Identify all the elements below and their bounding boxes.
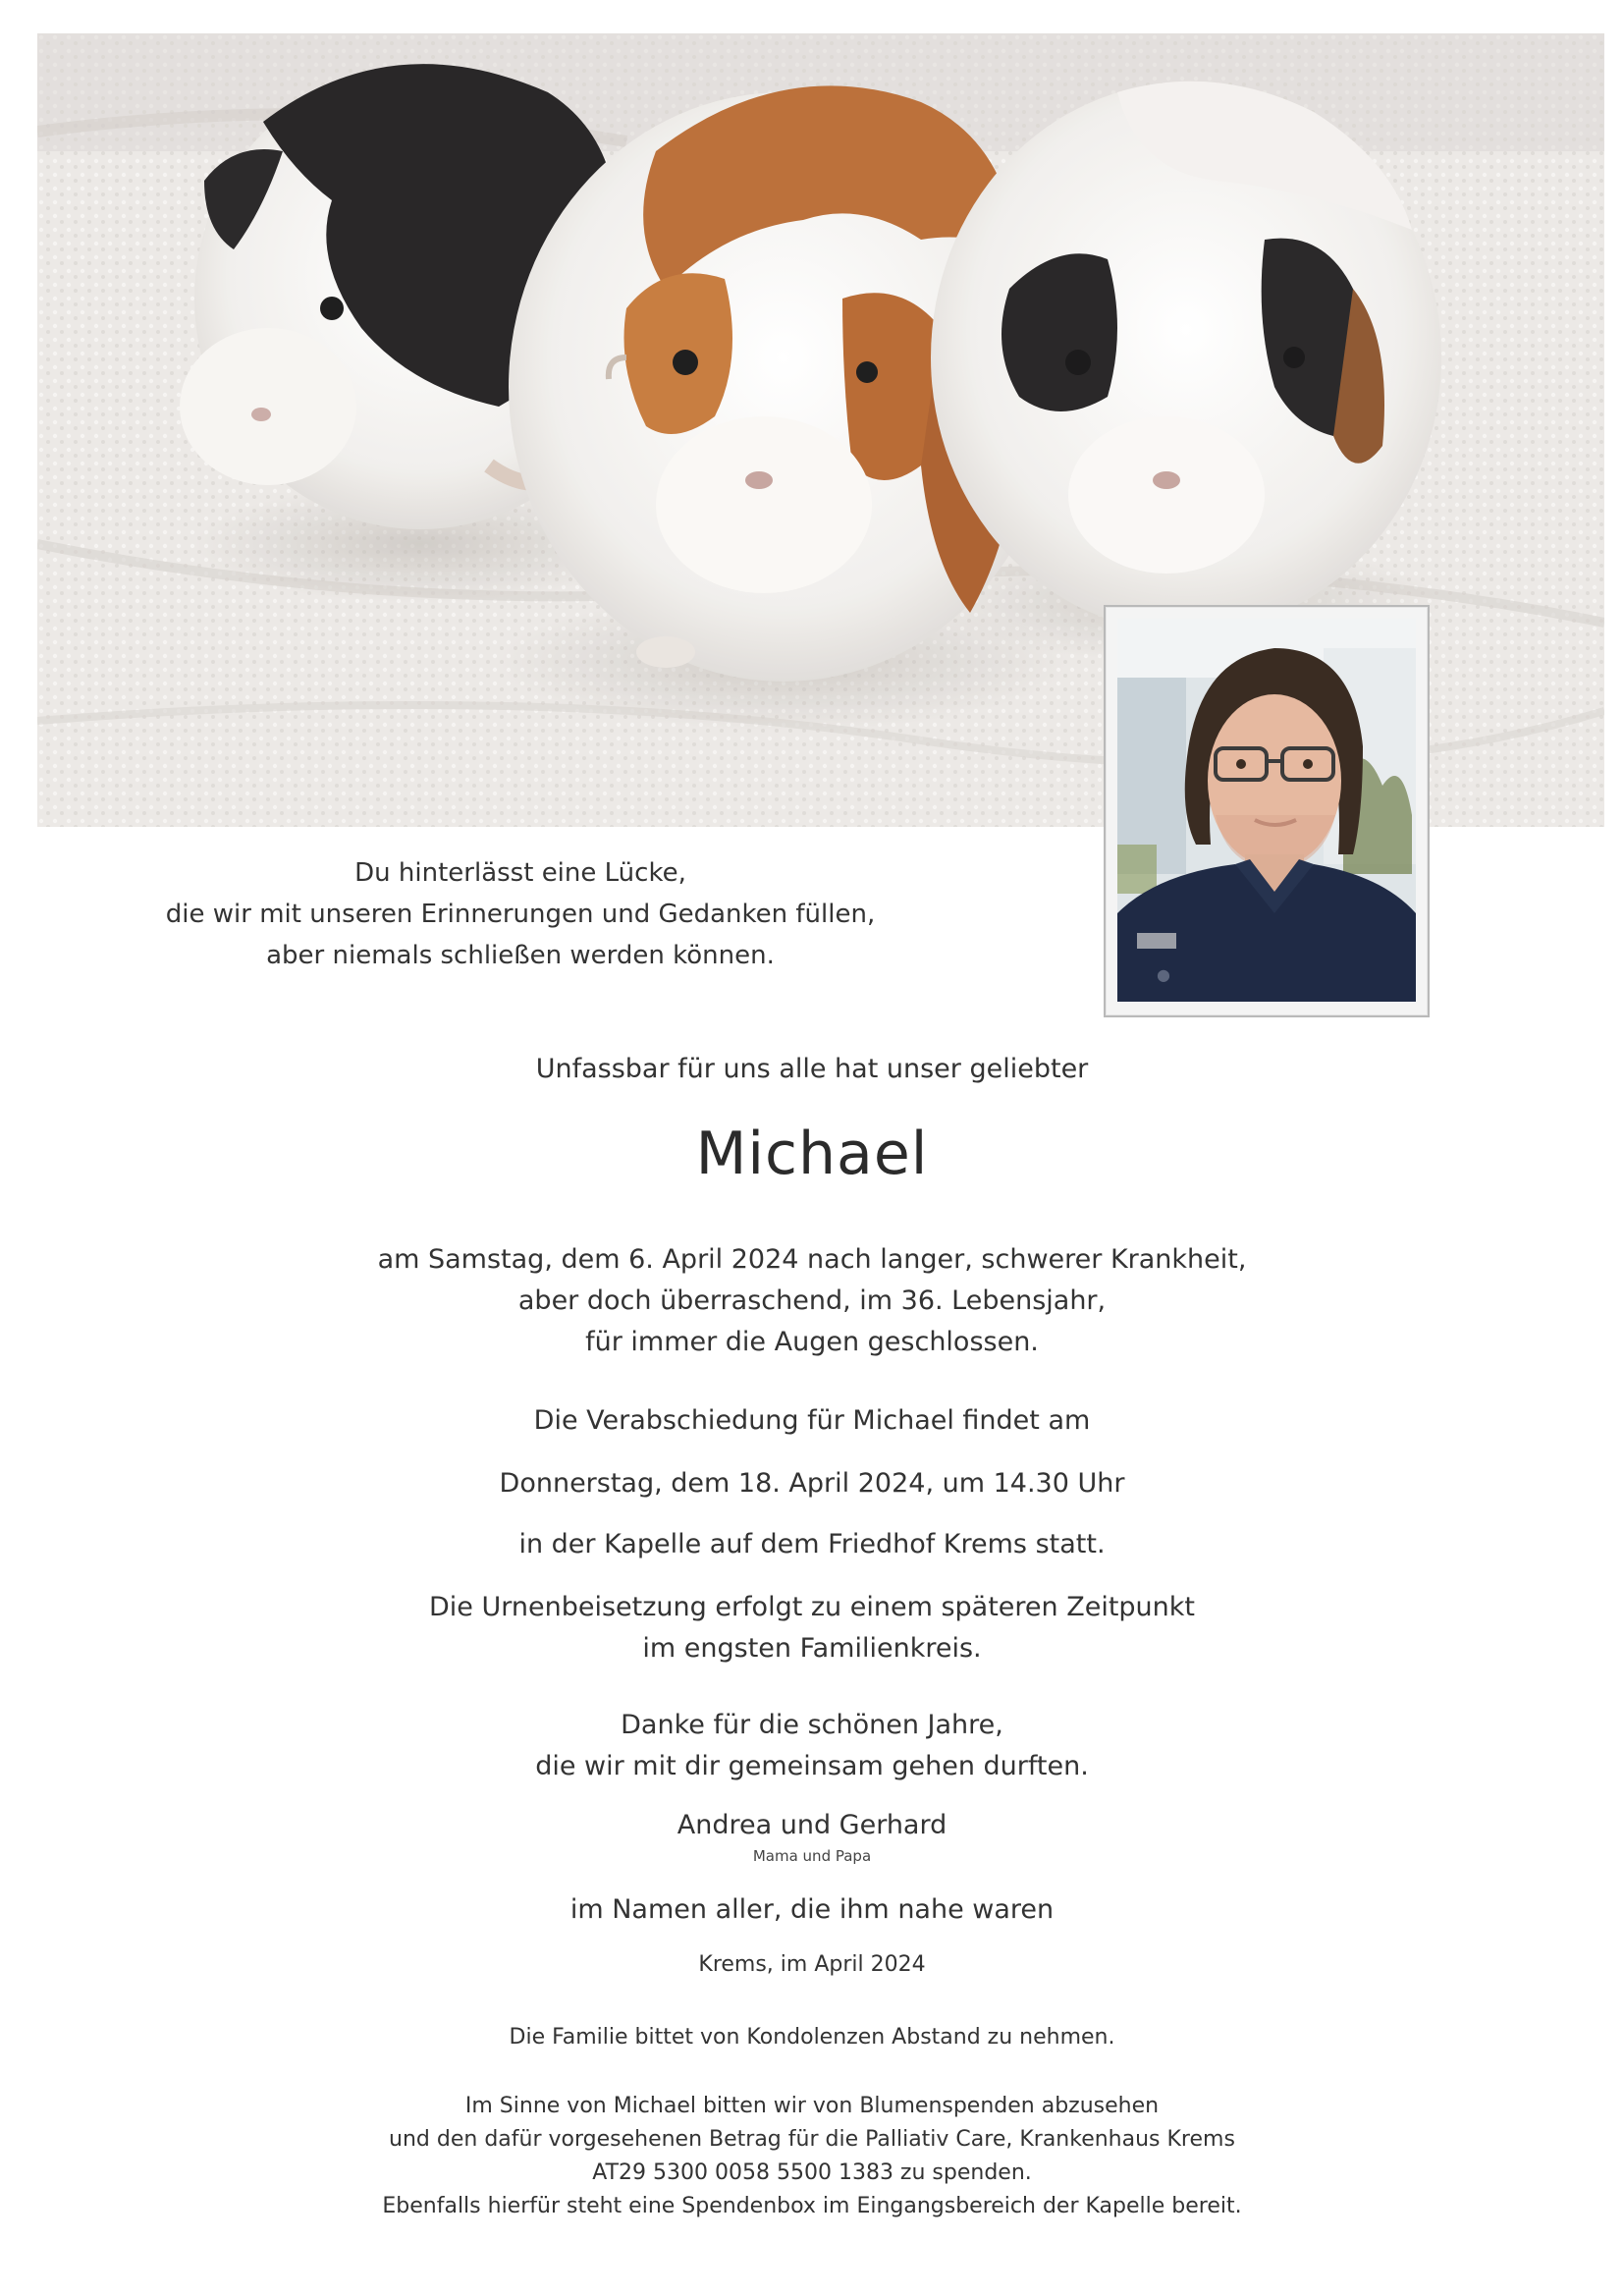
signature-relation: Mama und Papa [752,1847,872,1865]
portrait-illustration [1117,619,1416,1002]
farewell-line-2: Donnerstag, dem 18. April 2024, um 14.30 Uhr [499,1468,1125,1499]
quote-line-3: aber niemals schließen werden können. [266,941,775,970]
donation-line-1: Im Sinne von Michael bitten wir von Blumenspenden abzusehen [464,2094,1160,2118]
svg-text:●: ● [1157,965,1170,984]
thanks-line-2: die wir mit dir gemeinsam gehen durften. [535,1751,1089,1781]
quote-line-2: die wir mit unseren Erinnerungen und Gedanken füllen, [165,900,876,929]
portrait-frame [1104,605,1430,1017]
signature-on-behalf: im Namen aller, die ihm nahe waren [569,1894,1055,1925]
signature-names: Andrea und Gerhard [677,1810,947,1840]
place-date: Krems, im April 2024 [698,1952,926,1977]
condolences-note: Die Familie bittet von Kondolenzen Abstand zu nehmen. [509,2025,1115,2050]
portrait-photo [1117,619,1416,1002]
donation-line-4: Ebenfalls hierfür steht eine Spendenbox im Eingangsbereich der Kapelle bereit. [382,2194,1242,2218]
urn-line-2: im engsten Familienkreis. [642,1633,982,1664]
announcement-intro: Unfassbar für uns alle hat unser geliebter [535,1054,1089,1084]
announcement-line-2: aber doch überraschend, im 36. Lebensjahr, [517,1285,1107,1316]
donation-line-3: AT29 5300 0058 5500 1383 zu spenden. [592,2160,1032,2185]
urn-line-1: Die Urnenbeisetzung erfolgt zu einem späteren Zeitpunkt [428,1592,1196,1622]
announcement-line-3: für immer die Augen geschlossen. [585,1327,1039,1357]
thanks-line-1: Danke für die schönen Jahre, [621,1710,1003,1740]
farewell-line-1: Die Verabschiedung für Michael findet am [533,1405,1091,1436]
farewell-line-3: in der Kapelle auf dem Friedhof Krems statt. [518,1529,1106,1559]
quote-line-1: Du hinterlässt eine Lücke, [354,858,686,888]
deceased-name: Michael [695,1120,929,1188]
announcement-line-1: am Samstag, dem 6. April 2024 nach langer, schwerer Krankheit, [377,1244,1247,1275]
donation-line-2: und den dafür vorgesehenen Betrag für die Palliativ Care, Krankenhaus Krems [389,2127,1235,2152]
